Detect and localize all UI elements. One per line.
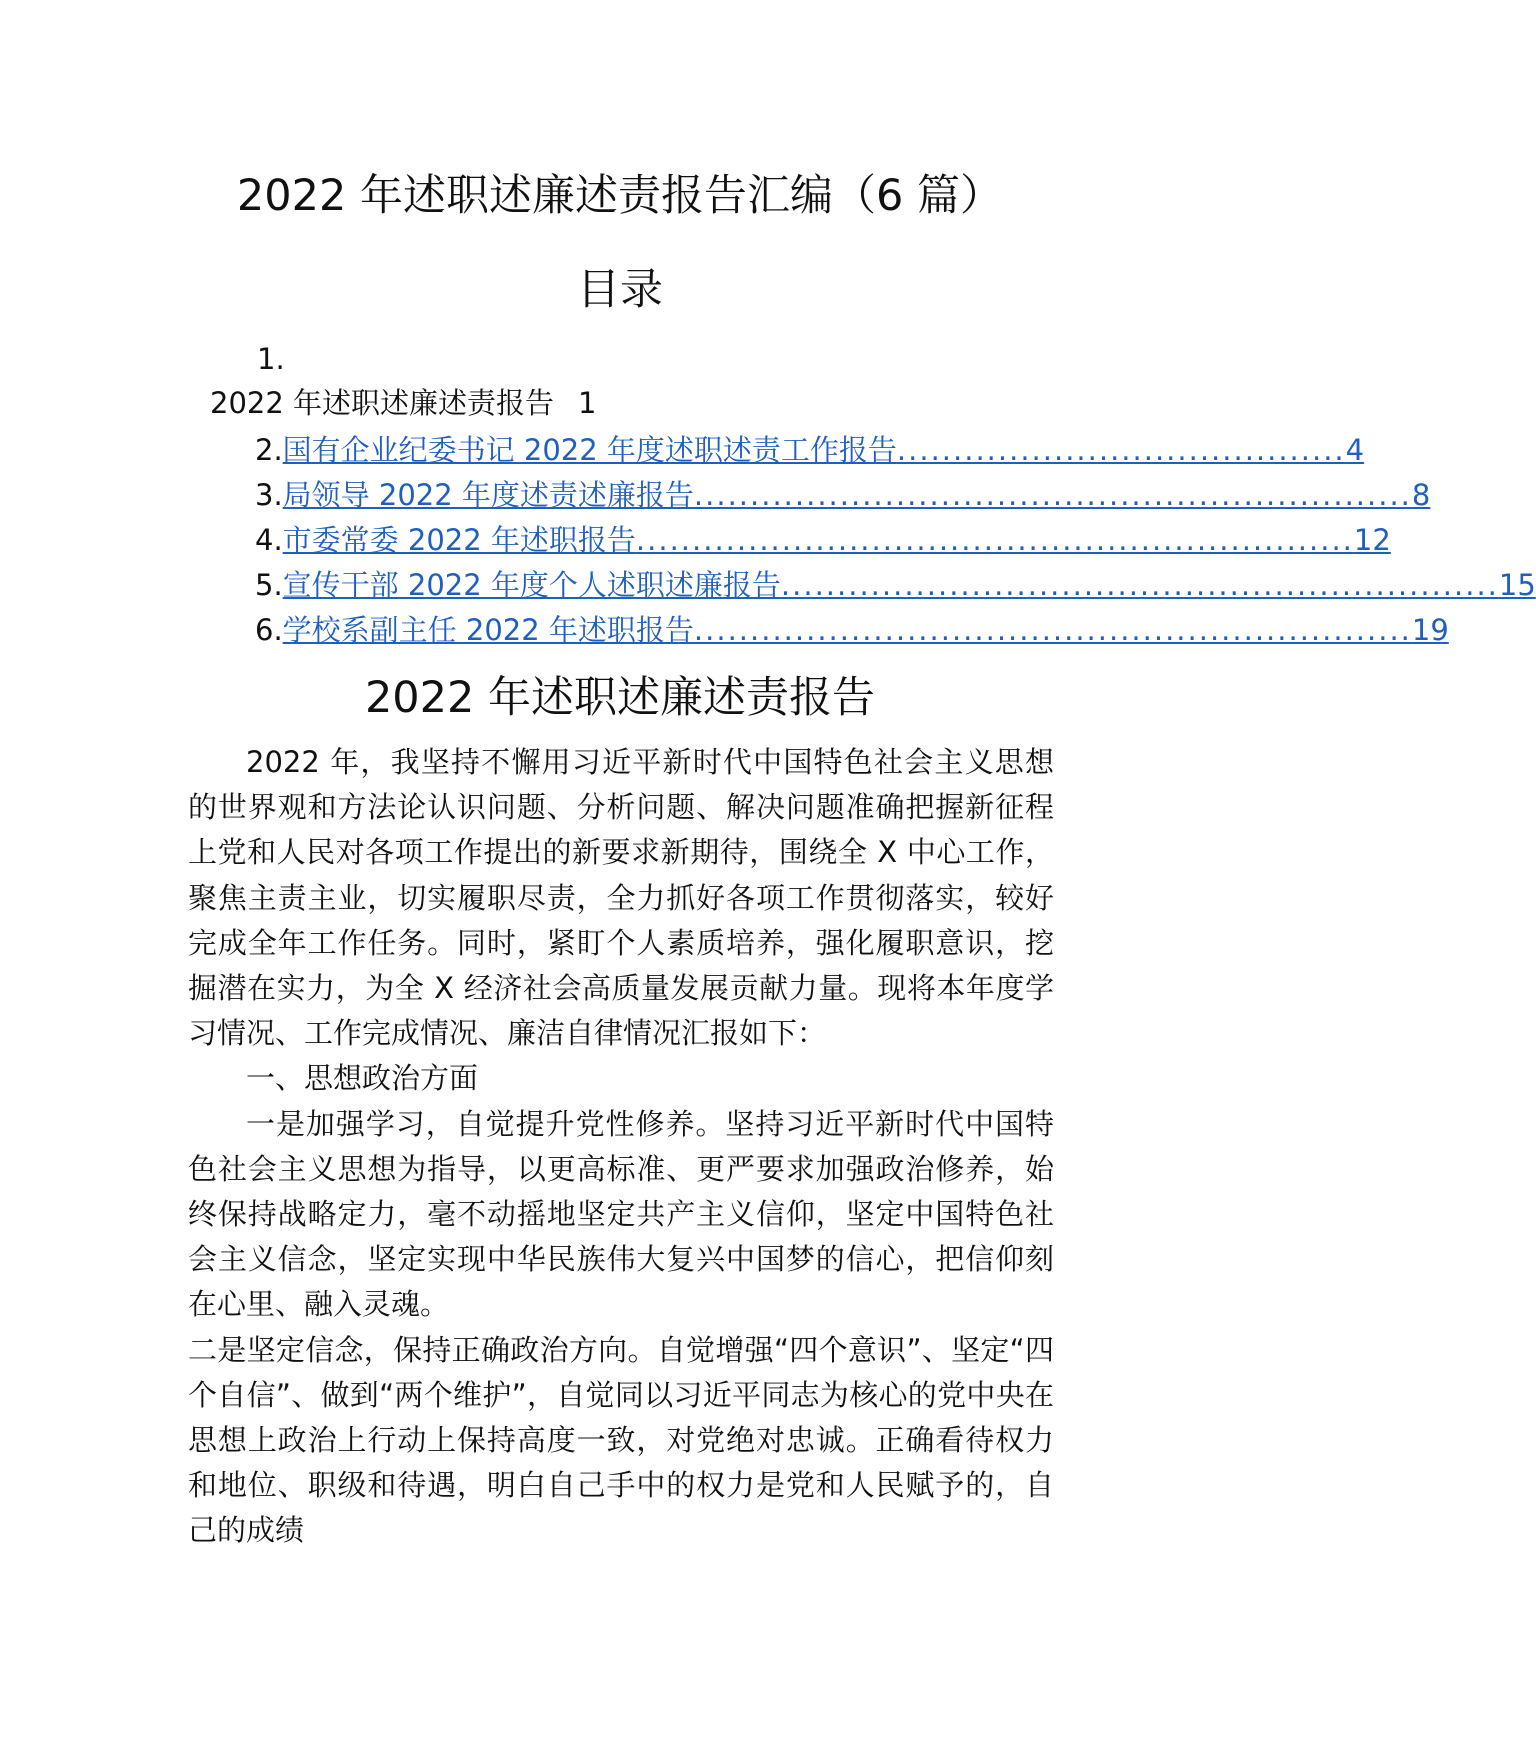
subheading-ideology: 一、思想政治方面	[246, 1061, 479, 1096]
toc-entry-link[interactable]	[283, 428, 1364, 473]
toc-entry-text: 市委常委 2022 年述职报告	[282, 523, 636, 557]
toc-heading: 目录	[577, 265, 663, 315]
toc-entry-page: 12	[1353, 523, 1391, 557]
toc-entry-leader: ................................................................	[693, 613, 1412, 647]
toc-entry-number: 2.	[255, 433, 283, 467]
toc-entry-page: 8	[1411, 478, 1431, 512]
body-text	[188, 740, 1054, 1554]
toc-entry-text: 局领导 2022 年度述责述廉报告	[282, 478, 694, 512]
toc-entry-text: 宣传干部 2022 年度个人述职述廉报告	[282, 568, 781, 602]
toc-entry-link[interactable]	[283, 563, 1536, 608]
toc-entry-link[interactable]	[283, 608, 1449, 653]
toc-entry-leader: ................................................................	[635, 523, 1354, 557]
document-title: 2022 年述职述廉述责报告汇编（6 篇）	[236, 171, 1004, 221]
toc-entry-3[interactable]	[255, 473, 1431, 518]
toc-entry-1[interactable]	[210, 384, 596, 422]
toc-entry-page: 4	[1345, 433, 1365, 467]
paragraph-point-2: 二是坚定信念，保持正确政治方向。自觉增强“四个意识”、坚定“四个自信”、做到“两个维护”，自觉同以习近平同志为核心的党中央在思想上政治上行动上保持高度一致，对党绝对忠诚。正确看待权力和地位、职级和待遇，明白自己手中的权力是党和人民赋予的，自己的成绩	[188, 1332, 1054, 1548]
toc-entry-leader: ................................................................	[780, 568, 1499, 602]
toc-entry-1-text: 2022 年述职述廉述责报告	[210, 386, 555, 420]
toc-entry-number: 3.	[255, 478, 283, 512]
toc-entry-number: 6.	[255, 613, 283, 647]
paragraph-intro: 2022 年，我坚持不懈用习近平新时代中国特色社会主义思想的世界观和方法论认识问题、分析问题、解决问题准确把握新征程上党和人民对各项工作提出的新要求新期待，围绕全 X 中心工作，聚焦主责主业，切实履职尽责，全力抓好各项工作贯彻落实，较好完成全年工作任务。同时，紧盯个人素质培养，强化履职意识，挖掘潜在实力，为全 X 经济社会高质量发展贡献力量。现将本年度学习情况、工作完成情况、廉洁自律情况汇报如下：	[188, 745, 1054, 1051]
toc-list	[255, 428, 1536, 653]
paragraph-point-1: 一是加强学习，自觉提升党性修养。坚持习近平新时代中国特色社会主义思想为指导，以更高标准、更严要求加强政治修养，始终保持战略定力，毫不动摇地坚定共产主义信仰，坚定中国特色社会主义信念，坚定实现中华民族伟大复兴中国梦的信心，把信仰刻在心里、融入灵魂。	[188, 1106, 1054, 1322]
toc-entry-page: 19	[1411, 613, 1449, 647]
toc-entry-page: 15	[1498, 568, 1536, 602]
toc-entry-leader: ................................................................	[693, 478, 1412, 512]
toc-entry-2[interactable]	[255, 428, 1365, 473]
toc-entry-4[interactable]	[255, 518, 1391, 563]
toc-entry-6[interactable]	[255, 608, 1449, 653]
toc-entry-5[interactable]	[255, 563, 1536, 608]
toc-entry-text: 国有企业纪委书记 2022 年度述职述责工作报告	[282, 433, 897, 467]
toc-entry-1-page: 1	[578, 386, 597, 420]
toc-entry-link[interactable]	[283, 518, 1391, 563]
section-title: 2022 年述职述廉述责报告	[364, 673, 876, 723]
toc-entry-number: 4.	[255, 523, 283, 557]
toc-entry-text: 学校系副主任 2022 年述职报告	[282, 613, 694, 647]
toc-entry-1-number: 1.	[257, 342, 285, 376]
toc-entry-number: 5.	[255, 568, 283, 602]
toc-entry-link[interactable]	[283, 473, 1431, 518]
toc-entry-leader: ........................................	[896, 433, 1346, 467]
